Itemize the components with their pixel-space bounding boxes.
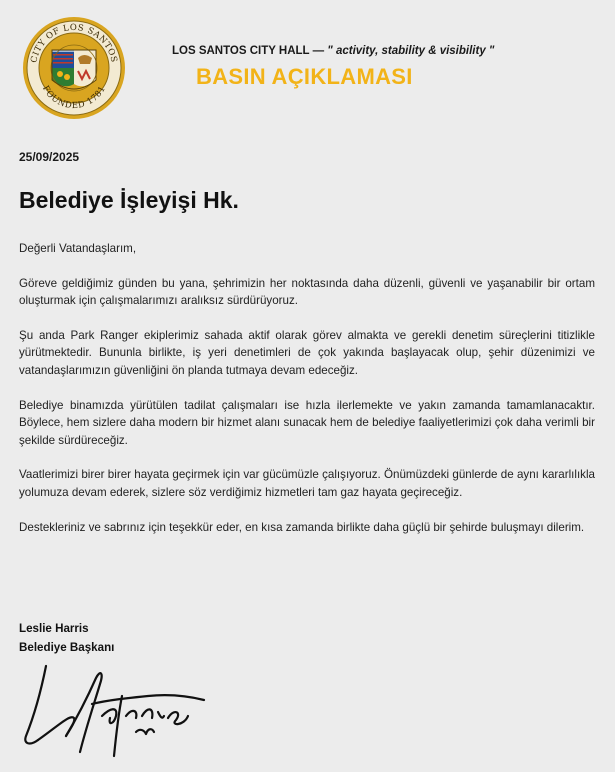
svg-text:FOUNDED 1781: FOUNDED 1781: [40, 84, 108, 112]
org-motto: " activity, stability & visibility ": [327, 45, 495, 57]
press-release-title: BASIN AÇIKLAMASI: [196, 64, 413, 89]
header-dash: —: [312, 45, 325, 57]
document-subject: Belediye İşleyişi Hk.: [19, 187, 239, 213]
org-name: LOS SANTOS CITY HALL: [172, 45, 310, 57]
svg-text:CITY OF LOS SANTOS: CITY OF LOS SANTOS: [29, 22, 119, 64]
document-date: 25/09/2025: [19, 150, 80, 164]
city-seal-logo: [22, 16, 126, 120]
body-paragraph: Belediye binamızda yürütülen tadilat çalışmaları ise hızla ilerlemekte ve yakın zamanda tamamlanacaktır. Böylece, hem sizlere daha modern bir hizmet alanı sunacak hem de belediye faaliyetlerimizi çok daha verimli bir şekilde sürdüreceğiz.: [19, 398, 595, 447]
signer-name: Leslie Harris: [19, 622, 89, 635]
handwritten-signature: [18, 656, 218, 768]
document-body: [19, 240, 595, 553]
signer-title: Belediye Başkanı: [19, 641, 115, 654]
header-org-line: [172, 45, 494, 57]
body-paragraph: Destekleriniz ve sabrınız için teşekkür eder, en kısa zamanda birlikte daha güçlü bir şehirde buluşmayı dilerim.: [19, 520, 585, 534]
body-paragraph: Vaatlerimizi birer birer hayata geçirmek için var gücümüzle çalışıyoruz. Önümüzdeki günlerde de aynı kararlılıkla yolumuza devam ederek, sizlere söz verdiğimiz hizmetleri tam gaz hayata geçireceğiz.: [19, 468, 595, 499]
body-paragraph: Göreve geldiğimiz günden bu yana, şehrimizin her noktasında daha düzenli, güvenli ve yaşanabilir bir ortam oluşturmak için çalışmalarımızı aralıksız sürdürüyoruz.: [19, 276, 595, 308]
body-paragraph: Şu anda Park Ranger ekiplerimiz sahada aktif olarak görev almakta ve gerekli denetim süreçlerini titizlikle yürütmektedir. Bununla birlikte, iş yeri denetimleri de çok yakında başlayacak olup, şehir düzenimizi ve vatandaşlarımızın güvenliğini ön planda tutmaya devam edeceğiz.: [19, 328, 595, 377]
salutation: Değerli Vatandaşlarım,: [19, 242, 137, 255]
